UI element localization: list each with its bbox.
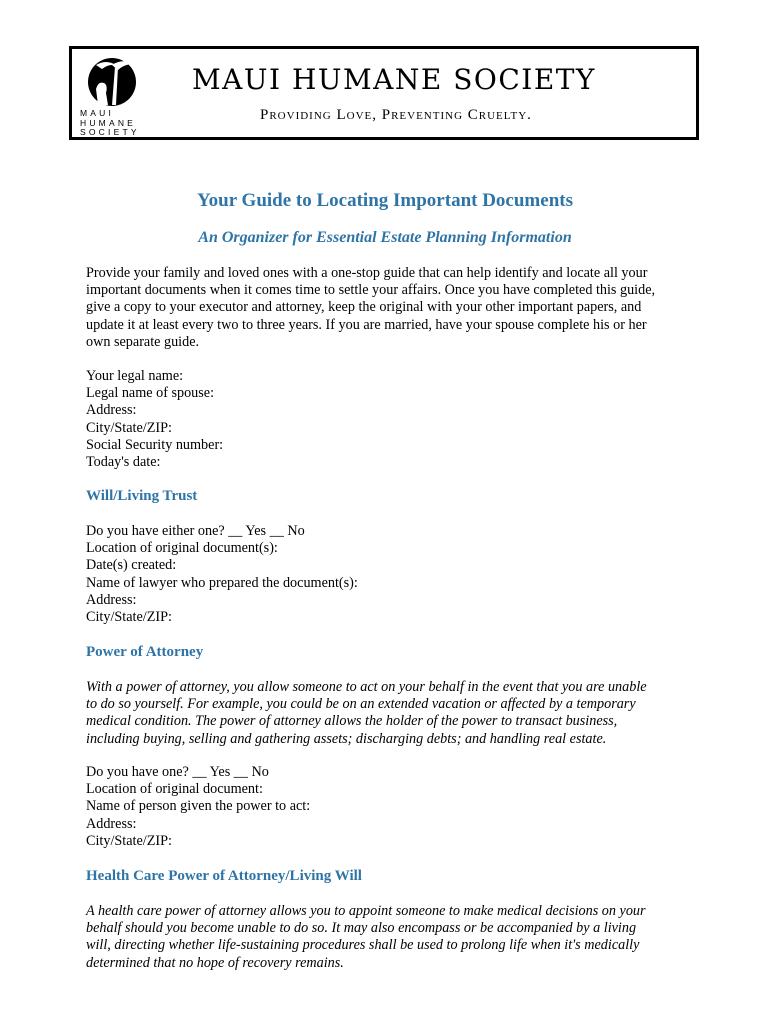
will-section-fields: Do you have either one? __ Yes __ No Location of original document(s): Date(s) created: Name of lawyer who prepared the document(s): Address: City/State/ZIP: <box>86 523 358 626</box>
page-subtitle: An Organizer for Essential Estate Planning Information <box>198 229 572 246</box>
palm-tree-dog-logo-icon <box>82 55 146 107</box>
personal-info-fields <box>86 368 716 471</box>
organization-tagline: Providing Love, Preventing Cruelty. <box>260 107 532 123</box>
logo-wordmark: MAUI HUMANE SOCIETY <box>80 108 140 137</box>
health-description: A health care power of attorney allows you to appoint someone to make medical decisions on your behalf should you become unable to do so. It may also encompass or be accompanied by a living will, directing whether life-sustaining procedures shall be used to prolong life when it's medically determined that no hope of recovery remains. <box>86 903 646 971</box>
poa-section-fields: Do you have one? __ Yes __ No Location of original document: Name of person given the power to act: Address: City/State/ZIP: <box>86 764 311 849</box>
field-city-state-zip: City/State/ZIP: <box>86 419 172 436</box>
will-section-heading: Will/Living Trust <box>86 488 198 504</box>
field-spouse-name: Legal name of spouse: <box>86 385 215 402</box>
poa-description: With a power of attorney, you allow someone to act on your behalf in the event that you are unable to do so yourself. For example, you could be on an extended vacation or affected by a temporary medical condition. The power of attorney allows the holder of the power to transact business, including buying, selling and gathering assets; discharging debts; and handling real estate. <box>86 679 647 747</box>
field-address: Address: <box>86 402 137 419</box>
health-section-heading: Health Care Power of Attorney/Living Will <box>86 868 362 884</box>
organization-name: MAUI HUMANE SOCIETY <box>192 63 596 96</box>
poa-section-heading: Power of Attorney <box>86 644 204 660</box>
intro-paragraph: Provide your family and loved ones with a one-stop guide that can help identify and locate all your important documents when it comes time to settle your affairs. Once you have completed this guide, give a copy to your executor and attorney, keep the original with your other important papers, and update it at least every two to three years. If you are married, have your spouse complete his or her own separate guide. <box>86 265 656 350</box>
page-title: Your Guide to Locating Important Documents <box>197 190 573 211</box>
field-ssn: Social Security number: <box>86 436 224 453</box>
field-legal-name: Your legal name: <box>86 368 184 384</box>
field-todays-date: Today's date: <box>86 454 161 471</box>
letterhead <box>69 46 699 140</box>
